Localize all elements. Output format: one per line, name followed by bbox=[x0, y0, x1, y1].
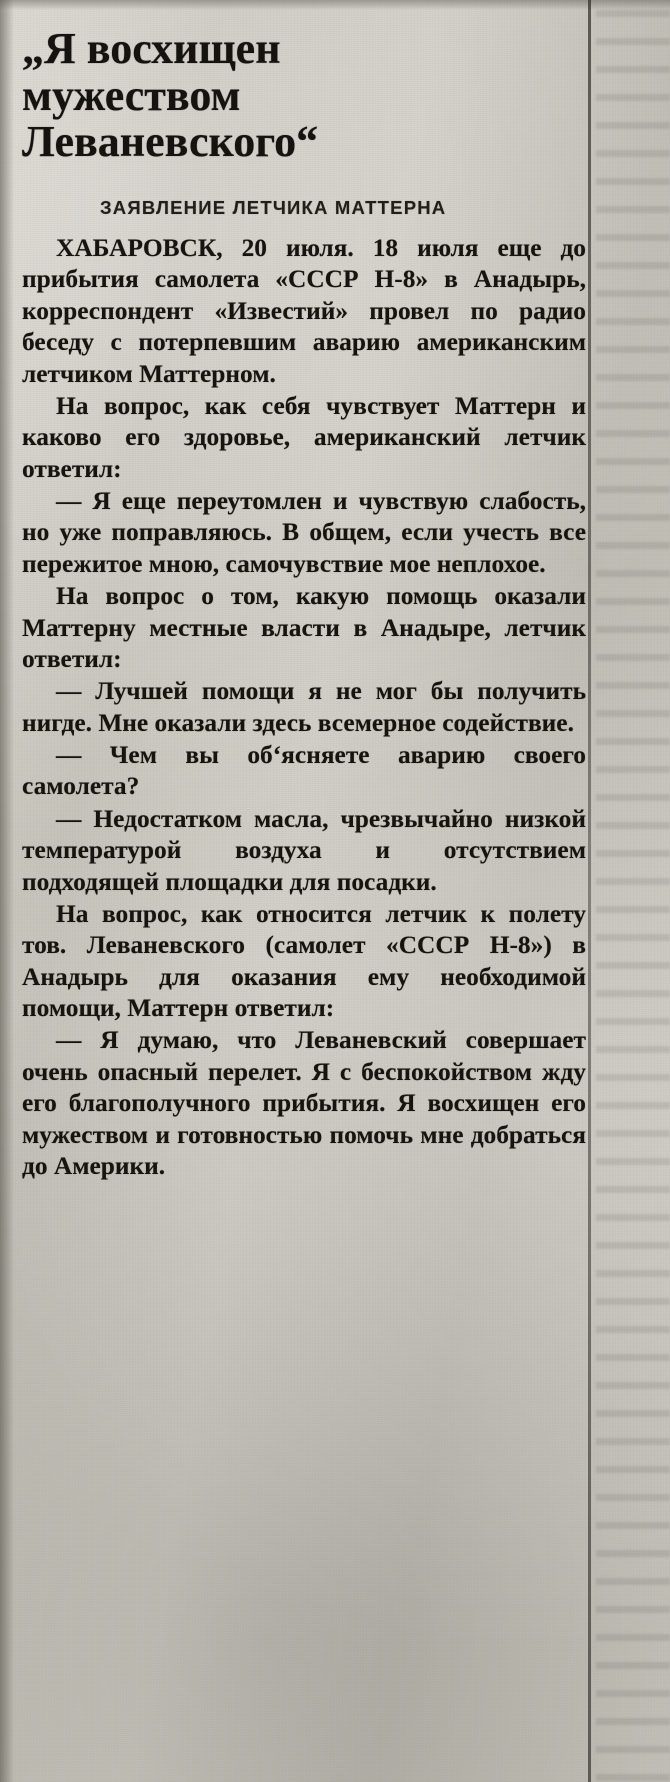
article-body bbox=[22, 233, 586, 1182]
article-kicker: ЗАЯВЛЕНИЕ ЛЕТЧИКА МАТТЕРНА bbox=[100, 196, 447, 218]
article-paragraph: — Я думаю, что Леваневский совершает очень опасный перелет. Я с беспокойством жду его благополучного прибытия. Я восхищен его мужеством и готовностью помочь мне добраться до Америки. bbox=[22, 1026, 586, 1180]
article-paragraph: На вопрос о том, какую помощь оказали Маттерну местные власти в Анадыре, летчик ответил: bbox=[22, 582, 586, 673]
article-paragraph: На вопрос, как себя чувствует Маттерн и каково его здоровье, американский летчик ответил: bbox=[22, 391, 586, 483]
article-paragraph: — Чем вы об‘ясняете аварию своего самолета? bbox=[22, 741, 586, 801]
article-paragraph: — Я еще переутомлен и чувствую слабость, но уже поправляюсь. В общем, если учесть все пережитое мною, самочувствие мое неплохое. bbox=[22, 487, 586, 578]
article-paragraph: На вопрос, как относится летчик к полету тов. Леваневского (самолет «СССР Н-8») в Анадырь для оказания ему необходимой помощи, Маттерн ответил: bbox=[22, 899, 586, 1022]
article-paragraph: — Недостатком масла, чрезвычайно низкой температурой воздуха и отсутствием подходящей площадки для посадки. bbox=[22, 804, 586, 896]
article-paragraph: — Лучшей помощи я не мог бы получить нигде. Мне оказали здесь всемерное содействие. bbox=[22, 677, 586, 737]
article-headline: „Я восхищен мужеством Леваневского“ bbox=[22, 24, 319, 167]
article-paragraph: ХАБАРОВСК, 20 июля. 18 июля еще до прибытия самолета «СССР Н-8» в Анадырь, корреспондент «Известий» провел по радио беседу с потерпевшим аварию американским летчиком Маттерном. bbox=[22, 234, 586, 388]
